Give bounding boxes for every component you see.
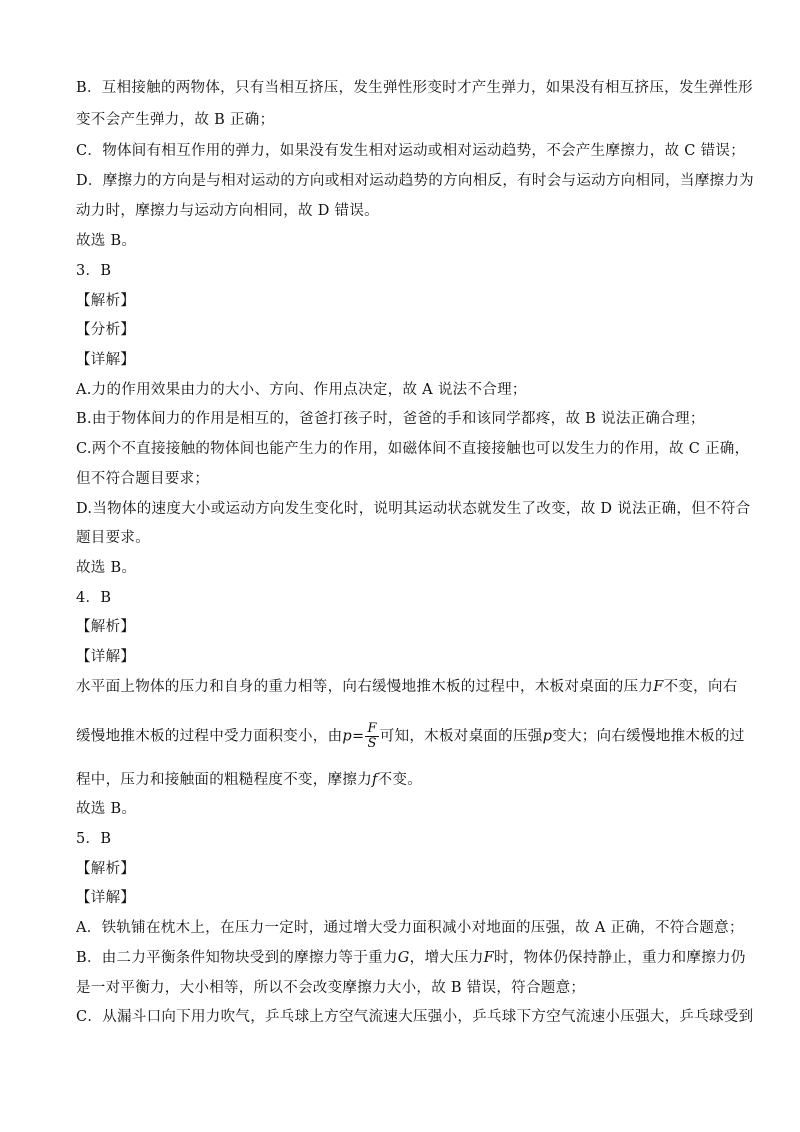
fraction-denominator: S (367, 736, 377, 751)
math-variable: F (653, 679, 664, 695)
section-heading: 【分析】 (76, 322, 136, 338)
answer-choice: 故选 B。 (76, 233, 137, 249)
text-line: B.由于物体间力的作用是相互的，爸爸打孩子时，爸爸的手和该同学都疼，故 B 说法正确合理； (76, 411, 705, 427)
text-line (76, 677, 738, 697)
section-heading: 【解析】 (76, 861, 136, 877)
section-heading: 【详解】 (76, 890, 136, 906)
text-segment: 程中，压力和接触面的粗糙程度不变，摩擦力 (76, 772, 372, 788)
section-heading: 【详解】 (76, 649, 136, 665)
text-line: A．铁轨铺在枕木上，在压力一定时，通过增大受力面积减小对地面的压强，故 A 正确，不符合题意； (76, 920, 744, 936)
text-segment: 缓慢地推木板的过程中受力面积变小，由 (76, 728, 343, 745)
document-page (76, 0, 754, 1132)
math-operator: = (352, 728, 365, 745)
text-line: D．摩擦力的方向是与相对运动的方向或相对运动趋势的方向相反，有时会与运动方向相同，当摩擦力为 (76, 173, 754, 189)
question-number: 5．B (76, 831, 112, 847)
section-heading: 【解析】 (76, 293, 136, 309)
text-line: 变不会产生弹力，故 B 正确； (76, 112, 275, 128)
text-line: D.当物体的速度大小或运动方向发生变化时，说明其运动状态就发生了改变，故 D 说法正确，但不符合 (76, 501, 751, 517)
text-line: 动力时，摩擦力与运动方向相同，故 D 错误。 (76, 203, 379, 219)
question-number: 3．B (76, 263, 112, 279)
text-line: 是一对平衡力，大小相等，所以不会改变摩擦力大小，故 B 错误，符合题意； (76, 980, 586, 996)
text-segment: B．由二力平衡条件知物块受到的摩擦力等于重力 (76, 950, 398, 966)
text-segment: 时，物体仍保持静止，重力和摩擦力仍 (494, 950, 746, 966)
text-line: C．从漏斗口向下用力吹气，乒乓球上方空气流速大压强小，乒乓球下方空气流速小压强大，乒乓球受到 (76, 1009, 754, 1025)
text-line: C．物体间有相互作用的弹力，如果没有发生相对运动或相对运动趋势，不会产生摩擦力，故 C 错误； (76, 143, 746, 159)
text-line (76, 948, 746, 968)
math-variable: F (483, 950, 495, 966)
text-segment: 不变。 (377, 772, 423, 788)
text-line: B．互相接触的两物体，只有当相互挤压，发生弹性形变时才产生弹力，如果没有相互挤压，发生弹性形 (76, 80, 753, 96)
text-line: 但不符合题目要求； (76, 471, 210, 487)
text-line: C.两个不直接接触的物体间也能产生力的作用，如磁体间不直接接触也可以发生力的作用，故 C 正确， (76, 441, 750, 457)
math-variable: p (542, 728, 553, 745)
math-variable: p (342, 728, 352, 745)
answer-choice: 故选 B。 (76, 801, 137, 817)
fraction-numerator: F (367, 721, 377, 736)
pressure-formula-fraction (365, 722, 378, 751)
text-segment: 不变，向右 (663, 679, 738, 695)
question-number: 4．B (76, 590, 112, 606)
text-segment: 可知，木板对桌面的压强 (379, 728, 543, 745)
math-variable: f (372, 772, 378, 788)
text-line: 题目要求。 (76, 530, 150, 546)
answer-choice: 故选 B。 (76, 560, 137, 576)
text-segment: 变大；向右缓慢地推木板的过 (552, 728, 745, 745)
section-heading: 【解析】 (76, 619, 136, 635)
math-variable: G (397, 950, 410, 966)
text-line (76, 770, 422, 790)
text-line-with-formula (76, 722, 745, 751)
text-segment: ，增大压力 (409, 950, 484, 966)
section-heading: 【详解】 (76, 352, 136, 368)
text-line: A.力的作用效果由力的大小、方向、作用点决定，故 A 说法不合理； (76, 382, 527, 398)
text-segment: 水平面上物体的压力和自身的重力相等，向右缓慢地推木板的过程中，木板对桌面的压力 (76, 679, 654, 695)
